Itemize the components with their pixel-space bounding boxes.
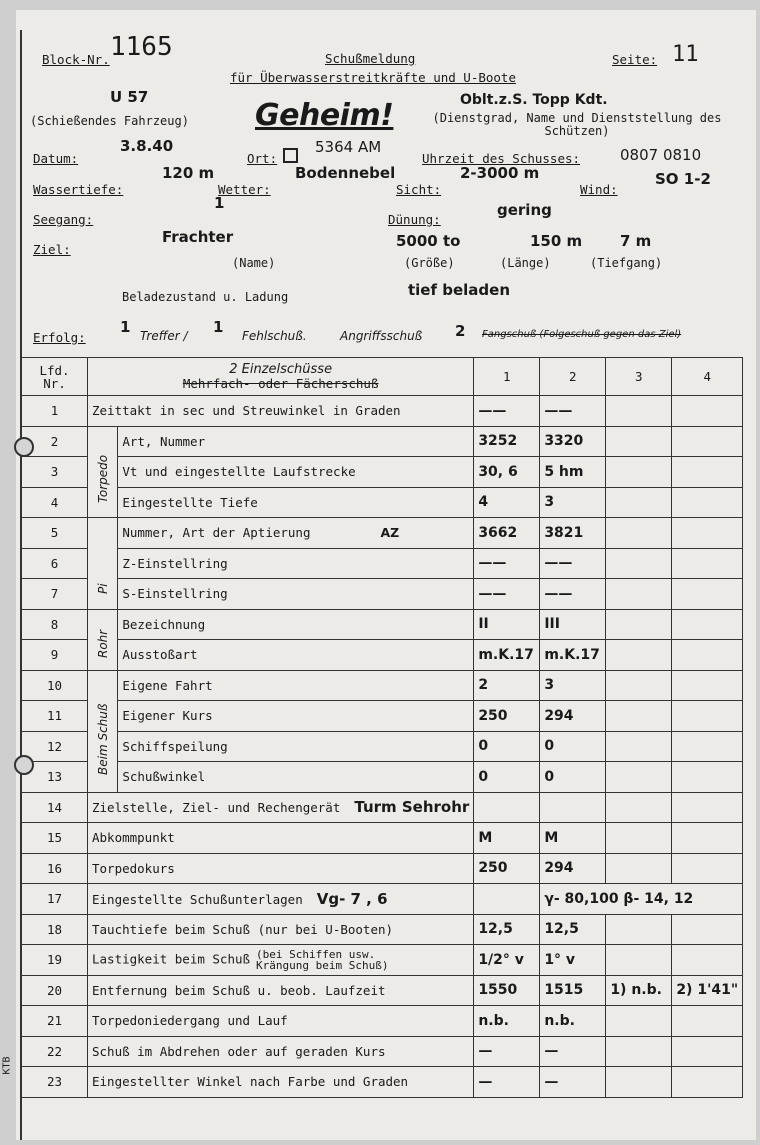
row-number: 5 xyxy=(22,518,88,549)
row-value-shot-2: — xyxy=(540,1036,606,1067)
seite-label: Seite: xyxy=(612,52,658,67)
group-label-pi: Pi xyxy=(96,583,110,594)
col-shot-3-header: 3 xyxy=(606,358,672,396)
row-value-shot-3 xyxy=(606,853,672,884)
row-value-shot-4 xyxy=(672,1067,743,1098)
row-label-text: Torpedokurs xyxy=(92,860,175,876)
table-row xyxy=(22,853,743,884)
row-label-text: Schuß im Abdrehen oder auf geraden Kurs xyxy=(92,1043,386,1059)
table-row xyxy=(22,1036,743,1067)
row-value-shot-1: —— xyxy=(474,548,540,579)
row-label xyxy=(88,396,474,427)
row-label-text: Eingestellte Schußunterlagen xyxy=(92,891,303,907)
duenung-label: Dünung: xyxy=(388,212,441,227)
row-label xyxy=(88,1006,474,1037)
row-value-shot-4 xyxy=(672,457,743,488)
secret-stamp: Geheim! xyxy=(255,98,394,133)
row-label xyxy=(88,1067,474,1098)
row-value-shot-4 xyxy=(672,670,743,701)
row-value-shot-3 xyxy=(606,609,672,640)
row-value-shot-2: 3 xyxy=(540,487,606,518)
row-number: 15 xyxy=(22,823,88,854)
row-value-shot-2: 3 xyxy=(540,670,606,701)
row-number: 14 xyxy=(22,792,88,823)
wind-value: SO 1-2 xyxy=(655,170,711,188)
row-value-shot-3 xyxy=(606,1036,672,1067)
uhrzeit-label: Uhrzeit des Schusses: xyxy=(422,151,581,166)
datum-value: 3.8.40 xyxy=(120,137,174,155)
row-value-shot-4 xyxy=(672,426,743,457)
row-label-text: S-Einstellring xyxy=(122,586,228,602)
row-value-shot-4 xyxy=(672,914,743,945)
row-value-shot-2: 5 hm xyxy=(540,457,606,488)
col-title-print: Mehrfach- oder Fächerschuß xyxy=(182,375,379,391)
document-title: Schußmeldung xyxy=(325,51,416,66)
commander-caption: (Dienstgrad, Name und Dienststellung des Schützen) xyxy=(432,111,722,138)
group-cell-pi xyxy=(88,518,118,610)
table-row xyxy=(22,548,743,579)
table-row xyxy=(22,640,743,671)
table-header-row xyxy=(22,358,743,396)
row-value-shot-4 xyxy=(672,548,743,579)
row-value-shot-3 xyxy=(606,457,672,488)
row-value-shot-3 xyxy=(606,548,672,579)
ziel-laenge-value: 150 m xyxy=(530,232,583,250)
row-number: 7 xyxy=(22,579,88,610)
row-value-shot-2-4: γ- 80,100 β- 14, 12 xyxy=(540,884,743,915)
row-number: 23 xyxy=(22,1067,88,1098)
row-value-shot-1: 1550 xyxy=(474,975,540,1006)
group-cell-beim-schuss xyxy=(88,670,118,792)
row-value-shot-1: II xyxy=(474,609,540,640)
shot-table xyxy=(21,357,743,1098)
row-value-shot-1: 250 xyxy=(474,853,540,884)
row-number: 22 xyxy=(22,1036,88,1067)
boat-caption: (Schießendes Fahrzeug) xyxy=(30,114,189,128)
row-value-shot-1: 12,5 xyxy=(474,914,540,945)
row-label xyxy=(88,792,474,823)
ziel-tiefgang-caption: (Tiefgang) xyxy=(590,256,663,270)
datum-label: Datum: xyxy=(33,151,79,166)
wassertiefe-label: Wassertiefe: xyxy=(33,182,124,197)
row-value-shot-2: 0 xyxy=(540,762,606,793)
table-row xyxy=(22,731,743,762)
commander: Oblt.z.S. Topp Kdt. xyxy=(460,92,608,108)
row-value-shot-3 xyxy=(606,1067,672,1098)
table-row xyxy=(22,975,743,1006)
row-label-text: Art, Nummer xyxy=(122,433,206,449)
table-row xyxy=(22,701,743,732)
row-value-shot-2 xyxy=(540,792,606,823)
row-value-shot-1: M xyxy=(474,823,540,854)
beladung-value: tief beladen xyxy=(408,281,510,299)
row-number: 10 xyxy=(22,670,88,701)
row-value-shot-3 xyxy=(606,518,672,549)
row-label-text: Torpedoniedergang und Lauf xyxy=(92,1013,288,1029)
row-value-shot-2: m.K.17 xyxy=(540,640,606,671)
row-note: AZ xyxy=(380,525,400,541)
row-value-shot-4 xyxy=(672,701,743,732)
row-value-shot-2: —— xyxy=(540,396,606,427)
row-value-shot-4 xyxy=(672,487,743,518)
row-number: 3 xyxy=(22,457,88,488)
row-value-shot-3 xyxy=(606,914,672,945)
erfolg-treffer-count: 1 xyxy=(120,318,131,336)
row-value-shot-4: 2) 1'41" xyxy=(672,975,743,1006)
row-label xyxy=(118,701,474,732)
row-value-shot-2: 3320 xyxy=(540,426,606,457)
row-value-shot-3 xyxy=(606,701,672,732)
row-value-shot-1: m.K.17 xyxy=(474,640,540,671)
row-label-text: Z-Einstellring xyxy=(122,555,228,571)
row-label xyxy=(118,548,474,579)
row-value-shot-3 xyxy=(606,640,672,671)
row-value-shot-4 xyxy=(672,640,743,671)
boat-id: U 57 xyxy=(110,88,149,106)
row-label-text: Vt und eingestellte Laufstrecke xyxy=(122,464,356,480)
row-number: 11 xyxy=(22,701,88,732)
row-value-shot-4 xyxy=(672,823,743,854)
row-value-shot-3 xyxy=(606,426,672,457)
sicht-value: 2-3000 m xyxy=(460,164,540,182)
erfolg-label: Erfolg: xyxy=(33,330,86,345)
table-row xyxy=(22,945,743,976)
row-number: 21 xyxy=(22,1006,88,1037)
group-cell-torpedo xyxy=(88,426,118,518)
group-label-torpedo: Torpedo xyxy=(96,454,110,503)
row-value-shot-4 xyxy=(672,853,743,884)
row-value-shot-1: — xyxy=(474,1067,540,1098)
row-label xyxy=(118,670,474,701)
row-value-shot-4 xyxy=(672,609,743,640)
erfolg-fehl-label: Fehlschuß. xyxy=(242,329,307,343)
row-label xyxy=(88,945,474,976)
row-value-shot-3 xyxy=(606,762,672,793)
col-shot-4-header: 4 xyxy=(672,358,743,396)
row-value-shot-2: —— xyxy=(540,548,606,579)
row-label xyxy=(118,457,474,488)
row-value-shot-2: 12,5 xyxy=(540,914,606,945)
row-value-shot-1: 0 xyxy=(474,762,540,793)
table-row xyxy=(22,884,743,915)
ort-value: 5364 AM xyxy=(315,138,382,156)
ziel-tiefgang-value: 7 m xyxy=(620,232,652,250)
document-subtitle: für Überwasserstreitkräfte und U-Boote xyxy=(230,70,516,85)
table-row xyxy=(22,579,743,610)
row-label-text: Schiffspeilung xyxy=(122,738,228,754)
row-label xyxy=(118,518,474,549)
table-row xyxy=(22,762,743,793)
row-number: 16 xyxy=(22,853,88,884)
margin-mark: KTB xyxy=(1,1056,13,1075)
row-label xyxy=(118,731,474,762)
row-value-shot-4 xyxy=(672,762,743,793)
row-value-shot-1: 2 xyxy=(474,670,540,701)
row-number: 12 xyxy=(22,731,88,762)
row-value-shot-2: — xyxy=(540,1067,606,1098)
col-title-hand: 2 Einzelschüsse xyxy=(229,361,333,377)
row-label xyxy=(88,823,474,854)
erfolg-fangschuss-label: Fangschuß (Folgeschuß gegen das Ziel) xyxy=(482,329,682,340)
wetter-label: Wetter: xyxy=(218,182,271,197)
seegang-value: 1 xyxy=(214,194,225,212)
row-number: 20 xyxy=(22,975,88,1006)
row-label-text: Eingestellter Winkel nach Farbe und Graden xyxy=(92,1074,409,1090)
ziel-laenge-caption: (Länge) xyxy=(500,256,551,270)
row-value-shot-2: 294 xyxy=(540,701,606,732)
wind-label: Wind: xyxy=(580,182,618,197)
duenung-value: gering xyxy=(497,201,552,219)
row-label xyxy=(118,762,474,793)
row-value-shot-1: —— xyxy=(474,396,540,427)
ziel-groesse-value: 5000 to xyxy=(396,232,461,250)
table-row xyxy=(22,792,743,823)
table-row xyxy=(22,1006,743,1037)
col-title-header xyxy=(88,358,474,396)
row-number: 2 xyxy=(22,426,88,457)
row-value-shot-1: 3252 xyxy=(474,426,540,457)
row-label-text: Eigene Fahrt xyxy=(122,677,213,693)
row-number: 18 xyxy=(22,914,88,945)
row-label-text: Abkommpunkt xyxy=(92,830,175,846)
row-note: Turm Sehrohr xyxy=(354,798,470,817)
row-value-shot-3 xyxy=(606,792,672,823)
row-label-text: Eingestellte Tiefe xyxy=(122,494,258,510)
ziel-groesse-caption: (Größe) xyxy=(404,256,455,270)
row-label-text: Tauchtiefe beim Schuß (nur bei U-Booten) xyxy=(92,921,394,937)
table-row xyxy=(22,457,743,488)
row-label xyxy=(118,640,474,671)
row-value-shot-1: 1/2° v xyxy=(474,945,540,976)
row-label-text: Eigener Kurs xyxy=(122,708,213,724)
row-label xyxy=(88,1036,474,1067)
col-shot-2-header: 2 xyxy=(540,358,606,396)
ziel-label: Ziel: xyxy=(33,242,71,257)
wetter-value: Bodennebel xyxy=(295,164,396,182)
row-label xyxy=(88,853,474,884)
table-row xyxy=(22,914,743,945)
row-label xyxy=(118,426,474,457)
row-value-shot-1: 0 xyxy=(474,731,540,762)
row-label xyxy=(88,884,474,915)
row-label-text: Nummer, Art der Aptierung xyxy=(122,525,311,541)
table-row xyxy=(22,487,743,518)
row-number: 1 xyxy=(22,396,88,427)
table-row xyxy=(22,823,743,854)
row-number: 17 xyxy=(22,884,88,915)
row-label-text: Entfernung beim Schuß u. beob. Laufzeit xyxy=(92,982,386,998)
row-value-shot-4 xyxy=(672,396,743,427)
row-value-shot-3 xyxy=(606,670,672,701)
row-value-shot-3 xyxy=(606,731,672,762)
row-value-shot-2: M xyxy=(540,823,606,854)
ziel-name-caption: (Name) xyxy=(232,256,276,270)
seite-number: 11 xyxy=(672,42,699,67)
punch-hole xyxy=(14,755,34,775)
row-number: 4 xyxy=(22,487,88,518)
row-value-shot-3 xyxy=(606,945,672,976)
ort-label: Ort: xyxy=(247,151,278,166)
row-label xyxy=(118,609,474,640)
row-label xyxy=(118,579,474,610)
row-value-shot-1 xyxy=(474,884,540,915)
erfolg-angriff-label: Angriffsschuß xyxy=(340,329,423,343)
row-label-text: Zeittakt in sec und Streuwinkel in Graden xyxy=(92,403,401,419)
table-row xyxy=(22,426,743,457)
row-value-shot-1: — xyxy=(474,1036,540,1067)
row-number: 19 xyxy=(22,945,88,976)
block-number: 1165 xyxy=(110,32,173,62)
row-value-shot-2: 294 xyxy=(540,853,606,884)
punch-hole xyxy=(14,437,34,457)
row-value-shot-3: 1) n.b. xyxy=(606,975,672,1006)
seegang-label: Seegang: xyxy=(33,212,94,227)
erfolg-angriff-count: 2 xyxy=(455,322,466,340)
row-value-shot-2: n.b. xyxy=(540,1006,606,1037)
row-value-shot-1: —— xyxy=(474,579,540,610)
row-value-shot-3 xyxy=(606,823,672,854)
table-row xyxy=(22,609,743,640)
row-label xyxy=(88,914,474,945)
row-value-shot-2: 1° v xyxy=(540,945,606,976)
row-value-shot-3 xyxy=(606,1006,672,1037)
row-value-shot-2: —— xyxy=(540,579,606,610)
row-label xyxy=(88,975,474,1006)
col-lfd-header: Lfd. Nr. xyxy=(22,358,88,396)
group-label-beim-schuss: Beim Schuß xyxy=(96,703,110,775)
row-value-shot-3 xyxy=(606,579,672,610)
row-label-text: Lastigkeit beim Schuß xyxy=(92,951,251,967)
row-value-shot-4 xyxy=(672,1006,743,1037)
erfolg-treffer-label: Treffer / xyxy=(140,329,188,343)
group-label-rohr: Rohr xyxy=(96,629,110,658)
ziel-name-value: Frachter xyxy=(162,228,234,246)
table-row xyxy=(22,396,743,427)
row-label-text: Ausstoßart xyxy=(122,647,198,663)
row-label-text: Zielstelle, Ziel- und Rechengerät xyxy=(92,800,341,816)
row-value-shot-2: 3821 xyxy=(540,518,606,549)
beladung-label: Beladezustand u. Ladung xyxy=(122,290,289,304)
row-value-shot-4 xyxy=(672,945,743,976)
row-number: 6 xyxy=(22,548,88,579)
row-value-shot-3 xyxy=(606,396,672,427)
row-value-shot-4 xyxy=(672,518,743,549)
row-value-shot-1: 3662 xyxy=(474,518,540,549)
row-note: (bei Schiffen usw. Krängung beim Schuß) xyxy=(256,947,389,972)
row-value-shot-4 xyxy=(672,1036,743,1067)
table-row xyxy=(22,518,743,549)
row-note: Vg- 7 , 6 xyxy=(316,889,388,908)
col-shot-1-header: 1 xyxy=(474,358,540,396)
table-row xyxy=(22,670,743,701)
row-value-shot-1 xyxy=(474,792,540,823)
block-label: Block-Nr. xyxy=(42,52,110,67)
row-number: 9 xyxy=(22,640,88,671)
row-value-shot-2: III xyxy=(540,609,606,640)
wassertiefe-value: 120 m xyxy=(162,164,215,182)
row-label-text: Schußwinkel xyxy=(122,769,206,785)
group-cell-rohr xyxy=(88,609,118,670)
row-value-shot-4 xyxy=(672,731,743,762)
row-value-shot-2: 0 xyxy=(540,731,606,762)
sicht-label: Sicht: xyxy=(396,182,442,197)
table-row xyxy=(22,1067,743,1098)
uhrzeit-value: 0807 0810 xyxy=(620,146,702,164)
row-value-shot-1: 30, 6 xyxy=(474,457,540,488)
ort-square-icon xyxy=(283,148,298,163)
row-label-text: Bezeichnung xyxy=(122,616,206,632)
row-value-shot-4 xyxy=(672,579,743,610)
row-value-shot-1: 250 xyxy=(474,701,540,732)
row-label xyxy=(118,487,474,518)
row-value-shot-1: n.b. xyxy=(474,1006,540,1037)
row-value-shot-1: 4 xyxy=(474,487,540,518)
row-number: 13 xyxy=(22,762,88,793)
row-value-shot-2: 1515 xyxy=(540,975,606,1006)
row-value-shot-4 xyxy=(672,792,743,823)
erfolg-fehl-count: 1 xyxy=(213,318,224,336)
row-number: 8 xyxy=(22,609,88,640)
row-value-shot-3 xyxy=(606,487,672,518)
